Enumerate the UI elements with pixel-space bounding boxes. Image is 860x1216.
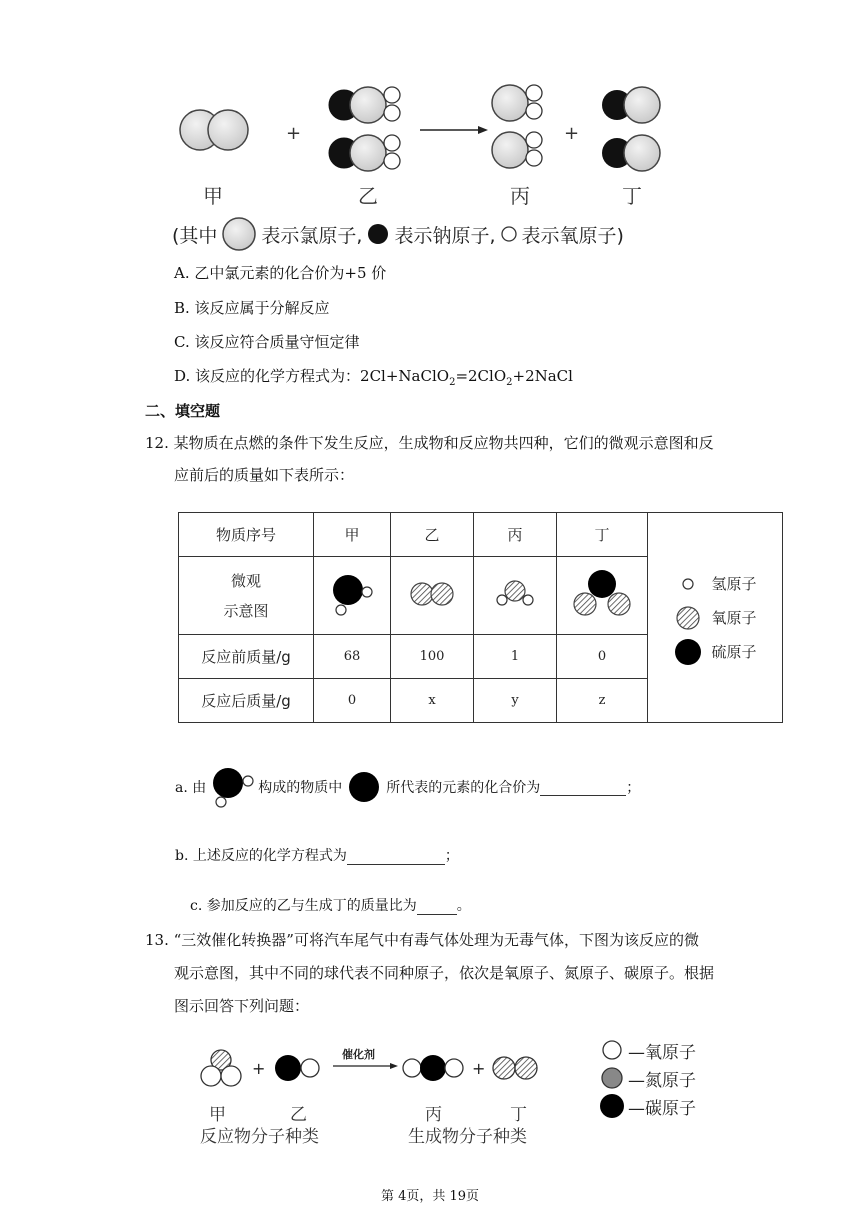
option-c: C. 该反应符合质量守恒定律 [174,333,360,351]
plus-sign-1: + [286,123,302,144]
molecule-ding-2 [493,1057,537,1079]
sulfur-atom-icon [673,637,703,667]
reaction-diagram-1 [170,80,690,220]
q13-line-2: 观示意图，其中不同的球代表不同种原子，依次是氧原子、氮原子、碳原子。根据 [174,964,715,982]
table-cell: 1 [474,635,557,679]
sub-c-end: 。 [456,898,471,914]
legend-open: (其中 [172,224,218,247]
q12-line-1: 12. 某物质在点燃的条件下发生反应，生成物和反应物共四种，它们的微观示意图和反 [145,434,714,452]
q12-sub-b [175,845,459,865]
micro-label-2: 示意图 [223,601,269,620]
nitrogen-legend-icon [600,1066,628,1090]
sub-a-text-2: 构成的物质中 [258,780,343,796]
sub-a-end: ； [626,780,641,796]
table-micro-jia [314,557,391,635]
answer-blank-c[interactable] [417,898,457,915]
table-cell: z [557,679,648,723]
sub-b-text: b. 上述反应的化学方程式为 [175,848,347,864]
table-header-cell: 物质序号 [179,513,314,557]
label-yi: 乙 [358,184,378,208]
label-bing: 丙 [510,184,530,208]
oxygen-hatched-icon [673,603,703,633]
legend-hydrogen: 氢原子 [711,575,757,593]
fig2-label-jia: 甲 [209,1105,226,1125]
so2-molecule-icon [567,564,637,624]
option-d-sub-2: 2 [506,377,513,388]
table-micro-yi [391,557,474,635]
option-d-text-1: D. 该反应的化学方程式为：2Cl+NaClO [174,367,450,385]
plus-sign-4: + [472,1059,486,1078]
fig2-label-bing: 丙 [425,1105,442,1125]
table-cell: 68 [314,635,391,679]
fig2-legend [600,1036,696,1120]
q12-sub-c [190,895,471,915]
legend-oxygen-2: —氧原子 [628,1042,696,1063]
page-footer: 第 4页，共 19页 [380,1189,480,1204]
oxygen-atom-icon [500,225,518,243]
q12-line-2: 应前后的质量如下表所示： [174,466,355,484]
molecule-ding [602,87,660,171]
molecule-yi [329,87,400,171]
table-cell: y [474,679,557,723]
table-cell: 反应后质量/g [179,679,314,723]
plus-sign-2: + [564,123,580,144]
molecule-jia-2 [201,1050,241,1086]
fig2-label-yi: 乙 [290,1105,307,1125]
table-header-cell: 丙 [474,513,557,557]
table-row-header [179,513,783,557]
molecule-bing [492,85,542,168]
label-ding: 丁 [622,184,642,208]
reaction-diagram-2 [190,1040,550,1100]
legend-cl: 表示氯原子, [261,224,363,247]
h2s-molecule-icon [322,566,382,622]
h2s-inline-icon [208,765,256,809]
sulfur-inline-icon [346,769,382,805]
molecule-bing-2 [403,1055,463,1081]
table-cell: x [391,679,474,723]
fig2-label-ding: 丁 [510,1105,527,1125]
oxygen-legend-icon [600,1038,628,1062]
table-micro-bing [474,557,557,635]
option-d-text-3: +2NaCl [512,367,573,385]
micro-label-1: 微观 [230,571,261,590]
sodium-atom-icon [366,222,390,246]
molecule-jia [180,110,248,150]
sub-b-end: ； [444,848,459,864]
hydrogen-atom-icon [673,569,703,599]
carbon-legend-icon [600,1093,628,1119]
table-cell: 0 [557,635,648,679]
table-micro-ding [557,557,648,635]
option-d-sub-1: 2 [449,377,456,388]
figure-legend [172,216,624,252]
table-cell: 100 [391,635,474,679]
table-legend [648,513,783,723]
option-a: A. 乙中氯元素的化合价为+5 价 [174,264,387,282]
sub-c-text: c. 参加反应的乙与生成丁的质量比为 [190,898,417,914]
legend-na: 表示钠原子, [394,224,496,247]
table-header-cell: 乙 [391,513,474,557]
answer-blank-b[interactable] [347,848,445,865]
catalyst-label: 催化剂 [342,1048,375,1061]
legend-o: 表示氧原子) [521,224,624,247]
h2o-molecule-icon [485,571,545,617]
reactants-caption: 反应物分子种类 [200,1127,319,1147]
products-caption: 生成物分子种类 [408,1127,527,1147]
q12-table [178,512,783,723]
molecule-yi-2 [275,1055,319,1081]
option-d [174,365,573,388]
answer-blank-a[interactable] [540,779,626,796]
table-micro-label [179,557,314,635]
table-cell: 反应前质量/g [179,635,314,679]
table-cell: 0 [314,679,391,723]
q13-line-3: 图示回答下列问题： [174,997,310,1015]
option-d-text-2: =2ClO [455,367,507,385]
legend-nitrogen-2: —氮原子 [628,1070,696,1091]
section-title: 二、填空题 [145,402,221,420]
o2-molecule-icon [402,574,462,614]
table-header-cell: 丁 [557,513,648,557]
sub-a-text-3: 所代表的元素的化合价为 [386,780,541,796]
plus-sign-3: + [252,1059,266,1078]
legend-sulfur: 硫原子 [711,643,757,661]
chlorine-atom-icon [221,216,257,252]
legend-oxygen: 氧原子 [711,609,757,627]
table-header-cell: 甲 [314,513,391,557]
label-jia: 甲 [203,184,223,208]
legend-carbon-2: —碳原子 [628,1098,696,1119]
q12-sub-a [175,765,640,809]
reaction-arrow [420,126,488,134]
q13-line-1: 13. “三效催化转换器”可将汽车尾气中有毒气体处理为无毒气体，下图为该反应的微 [145,931,699,949]
sub-a-text-1: a. 由 [175,780,207,796]
option-b: B. 该反应属于分解反应 [174,299,330,317]
